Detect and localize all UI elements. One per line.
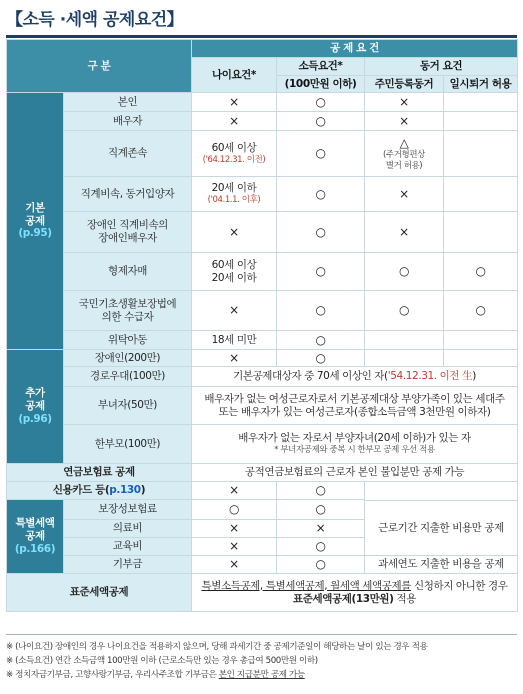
mark-o: ○ [365,291,444,331]
row-foster: 위탁아동 [64,331,192,350]
mark-o: ○ [277,291,365,331]
footnote-income: ※ (소득요건) 연간 소득금액 100만원 이하 (근로소득만 있는 경우 총급여 500만원 이하) [6,656,318,666]
row-spouse: 배우자 [64,112,192,131]
mark-o: ○ [365,253,444,291]
title-underline [6,35,517,38]
group-special: 특별세액 공제 (p.166) [7,500,64,574]
siblings-age: 60세 이상 20세 이하 [192,253,277,291]
single-parent-desc: 배우자가 없는 자로서 부양자녀(20세 이하)가 있는 자 * 부녀자공제와 중복 시 한부모 공제 우선 적용 [192,425,518,464]
page-title: 【소득 ·세액 공제요건】 [6,10,184,30]
mark-o: ○ [444,291,518,331]
header-age: 나이요건* [192,58,277,93]
header-resident: 주민등록동거 [365,76,444,93]
row-ascendant: 직계존속 [64,131,192,177]
row-descendant: 직계비속, 동거입양자 [64,177,192,212]
mark-x: × [192,291,277,331]
mark-o: ○ [277,556,365,574]
header-requirements: 공 제 요 건 [192,40,518,58]
mark-o: ○ [277,538,365,556]
row-standard: 표준세액공제 [7,574,192,612]
mark-x: × [365,93,444,112]
foster-age: 18세 미만 [192,331,277,350]
mark-x: × [365,212,444,253]
footnote-age: ※ (나이요건) 장애인의 경우 나이요건을 적용하지 않으며, 당해 과세기간 중 공제기준일이 해당하는 날이 있는 경우 적용 [6,642,428,652]
row-medical: 의료비 [64,520,192,538]
header-income: 소득요건* [277,58,365,76]
row-insurance: 보장성보험료 [64,500,192,520]
row-siblings: 형제자매 [64,253,192,291]
row-pension: 연금보험료 공제 [7,464,192,482]
row-credit-card: 신용카드 등(p.130) [7,482,192,500]
row-donation: 기부금 [64,556,192,574]
mark-o: ○ [277,331,365,350]
mark-o: ○ [192,500,277,520]
footnotes [6,640,517,682]
row-basic-living: 국민기초생활보장법에 의한 수급자 [64,291,192,331]
row-single-parent: 한부모(100만) [64,425,192,464]
mark-o: ○ [444,253,518,291]
mark-o: ○ [277,177,365,212]
row-self: 본인 [64,93,192,112]
group-basic: 기본 공제 (p.95) [7,93,64,350]
mark-o: ○ [277,112,365,131]
mark-x: × [192,520,277,538]
row-education: 교육비 [64,538,192,556]
mark-o: ○ [277,500,365,520]
mark-x: × [192,350,277,367]
special-desc-cell: 근로기간 지출한 비용만 공제 과세연도 지출한 비용을 공제 [365,482,518,574]
row-disabled-spouse: 장애인 직계비속의 장애인배우자 [64,212,192,253]
row-woman: 부녀자(50만) [64,387,192,425]
mark-o: ○ [277,482,365,500]
mark-x: × [277,520,365,538]
mark-x: × [192,482,277,500]
ascendant-age: 60세 이상 ('64.12.31. 이전) [192,131,277,177]
mark-x: × [192,556,277,574]
pension-desc: 공적연금보험료의 근로자 본인 불입분만 공제 가능 [192,464,518,482]
descendant-age: 20세 이하 ('04.1.1. 이후) [192,177,277,212]
woman-desc: 배우자가 없는 여성근로자로서 기본공제대상 부양가족이 있는 세대주 또는 배우자가 있는 여성근로자(종합소득금액 3천만원 이하자) [192,387,518,425]
header-income-limit: (100만원 이하) [277,76,365,93]
mark-o: ○ [277,253,365,291]
mark-o: ○ [277,93,365,112]
mark-x: × [365,112,444,131]
mark-o: ○ [277,131,365,177]
mark-x: × [192,538,277,556]
row-elderly: 경로우대(100만) [64,367,192,387]
mark-o: ○ [277,212,365,253]
footnote-donation: ※ 정치자금기부금, 고향사랑기부금, 우리사주조합 기부금은 본인 지급분만 공제 가능 [6,670,305,680]
group-additional: 추가 공제 (p.96) [7,350,64,464]
deduction-requirements-table [6,39,518,612]
standard-desc: 특별소득공제, 특별세액공제, 월세액 세액공제를 신청하지 아니한 경우 표준세액공제(13만원) 적용 [192,574,518,612]
mark-x: × [192,93,277,112]
mark-x: × [365,177,444,212]
header-gubun: 구 분 [7,40,192,93]
header-temporary: 일시퇴거 허용 [444,76,518,93]
row-disabled: 장애인(200만) [64,350,192,367]
header-cohabitation: 동거 요건 [365,58,518,76]
mark-x: × [192,112,277,131]
footnote-divider [6,634,517,635]
ascendant-cohab: △ (주거형편상 별거 허용) [365,131,444,177]
mark-o: ○ [277,350,365,367]
elderly-desc: 기본공제대상자 중 70세 이상인 자('54.12.31. 이전 生) [192,367,518,387]
mark-x: × [192,212,277,253]
